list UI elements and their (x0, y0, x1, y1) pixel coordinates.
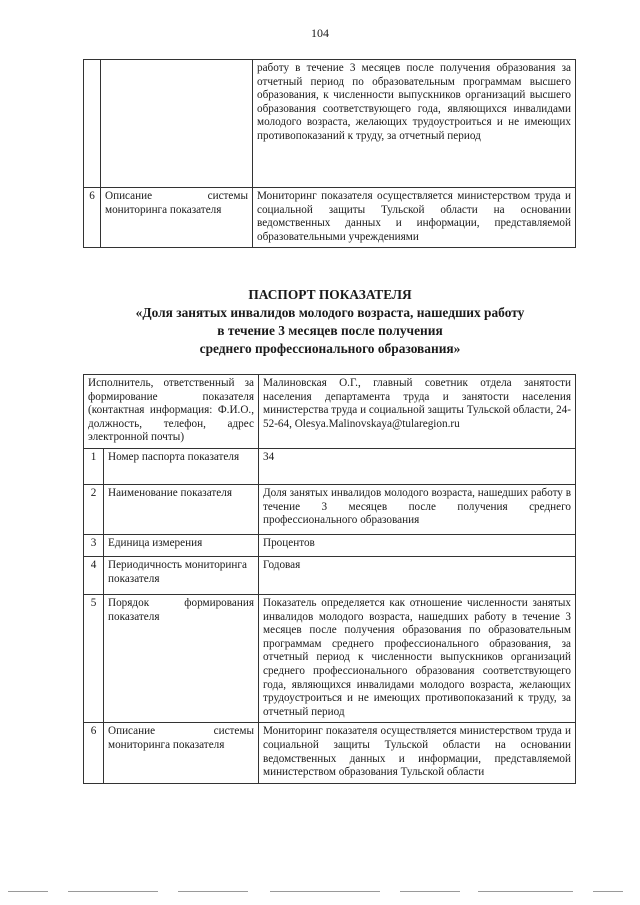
executor-info: Малиновская О.Г., главный советник отдела занятости населения департамента труда и занятости населения министерства труда и социальной защиты Тульской области, 24-52-64, (263, 377, 571, 430)
row-number: 3 (84, 534, 104, 556)
table-row (84, 60, 576, 188)
row-number (84, 60, 101, 188)
table-row (84, 484, 576, 534)
table-row (84, 448, 576, 484)
executor-row (84, 375, 576, 449)
row-label: Порядок формирования показателя (104, 594, 259, 722)
executor-value (259, 375, 576, 449)
row-label (101, 60, 253, 188)
table-row (84, 556, 576, 594)
table-row (84, 188, 576, 248)
table-row (84, 534, 576, 556)
row-value: Доля занятых инвалидов молодого возраста, нашедших работу в течение 3 месяцев после получения среднего профессионального образования (259, 484, 576, 534)
row-value: 34 (259, 448, 576, 484)
row-number: 6 (84, 723, 104, 783)
row-number: 4 (84, 556, 104, 594)
row-label: Описание системы мониторинга показателя (104, 723, 259, 783)
passport-table (83, 374, 576, 784)
heading-title: ПАСПОРТ ПОКАЗАТЕЛЯ (248, 287, 412, 302)
heading-line-3: среднего профессионального образования» (199, 341, 461, 356)
row-label: Единица измерения (104, 534, 259, 556)
continuation-table (83, 59, 576, 248)
executor-email: Olesya.Malinovskaya@tularegion.ru (294, 417, 460, 430)
page-number: 104 (311, 26, 329, 40)
row-label: Наименование показателя (104, 484, 259, 534)
table-row (84, 594, 576, 722)
passport-heading (90, 286, 570, 358)
row-number: 6 (84, 188, 101, 248)
row-value: Годовая (259, 556, 576, 594)
row-value: Мониторинг показателя осуществляется министерством труда и социальной защиты Тульской области на основании ведомственных данных и информации, представляемой образовательными учреждениями (253, 188, 576, 248)
row-label: Описание системы мониторинга показателя (101, 188, 253, 248)
row-label: Номер паспорта показателя (104, 448, 259, 484)
row-number: 5 (84, 594, 104, 722)
row-number: 1 (84, 448, 104, 484)
executor-label: Исполнитель, ответственный за формирование показателя (контактная информация: Ф.И.О., должность, телефон, адрес электронной почты) (84, 375, 259, 449)
row-value: работу в течение 3 месяцев после получения образования за отчетный период по образовательным программам высшего образования, к численности выпускников организаций высшего образования соответствующего года, являющихся инвалидами молодого возраста, желающих трудоустроиться и не имеющих противопоказаний к труду, за отчетный период (253, 60, 576, 188)
row-value: Показатель определяется как отношение численности занятых инвалидов молодого возраста, нашедших работу в течение 3 месяцев после получения образования по образовательным программам среднего профессионального образования, за отчетный период к численности выпускников организаций среднего профессионального образования соответствующего года, являющихся инвалидами молодого возраста, желающих трудоустроиться и не имеющих противопоказаний к труду, за отчетный период (259, 594, 576, 722)
row-label: Периодичность мониторинга показателя (104, 556, 259, 594)
heading-line-2: в течение 3 месяцев после получения (217, 323, 443, 338)
scan-artifact-line (8, 889, 628, 895)
row-value: Процентов (259, 534, 576, 556)
heading-line-1: «Доля занятых инвалидов молодого возраста, нашедших работу (135, 305, 525, 320)
table-row (84, 723, 576, 783)
row-number: 2 (84, 484, 104, 534)
row-value: Мониторинг показателя осуществляется министерством труда и социальной защиты Тульской области на основании ведомственных данных и информации, представляемой министерством образования Тульской области (259, 723, 576, 783)
